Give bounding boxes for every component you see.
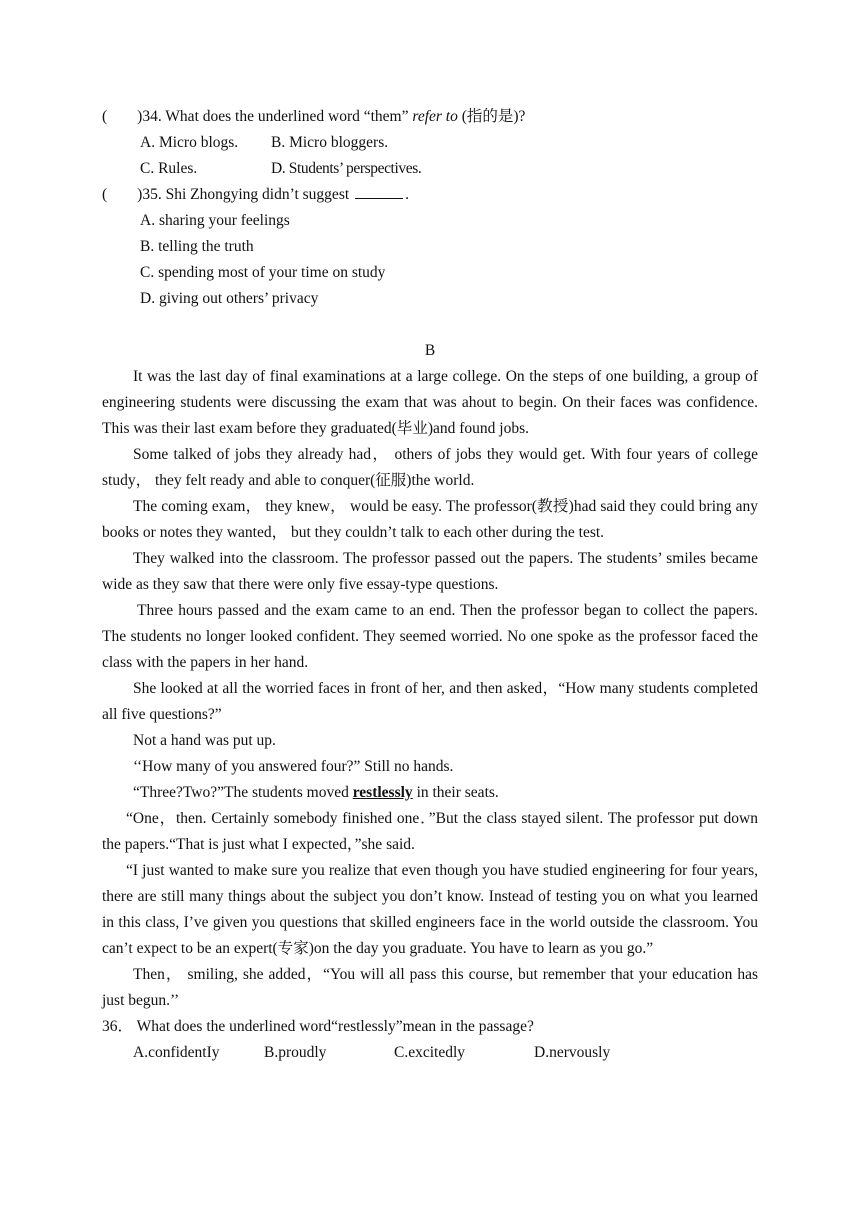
option-b: B. Micro bloggers. — [271, 134, 389, 151]
option-b: B.proudly — [264, 1044, 327, 1061]
passage-paragraph-6: She looked at all the worried faces in front of her, and then asked，“How many students completed all five questions?” — [102, 680, 758, 723]
passage-paragraph-12: Then， smiling, she added，“You will all pass this course, but remember that your education has just begun.’’ — [102, 966, 758, 1009]
option-a: A. Micro blogs. — [140, 134, 239, 151]
exam-content — [102, 104, 758, 1066]
passage-paragraph-9 — [102, 780, 758, 806]
answer-paren: ( — [102, 186, 108, 203]
question-35 — [102, 182, 758, 208]
question-34-italic: refer to — [412, 108, 458, 125]
option-b: B. telling the truth — [140, 238, 254, 255]
underlined-word: restlessly — [352, 784, 413, 801]
passage-paragraph-10: “One，then. Certainly somebody finished one．”But the class stayed silent. The professor put down the papers.“That is just what I expected，”she said. — [102, 810, 758, 853]
question-34-prefix: )34. What does the underlined word “them” — [137, 108, 413, 125]
option-a: A. sharing your feelings — [140, 212, 290, 229]
paragraph-9-before: “Three?Two?”The students moved — [133, 784, 353, 801]
option-a: A.confidentIy — [133, 1044, 220, 1061]
passage-paragraph-4: They walked into the classroom. The professor passed out the papers. The students’ smiles became wide as they saw that there were only five essay-type questions. — [102, 550, 758, 593]
answer-blank — [355, 184, 403, 199]
answer-paren: ( — [102, 108, 108, 125]
option-c: C. Rules. — [140, 160, 198, 177]
option-c: C.excitedly — [394, 1044, 466, 1061]
passage-paragraph-5: Three hours passed and the exam came to an end. Then the professor began to collect the papers. The students no longer looked confident. They seemed worried. No one spoke as the professor faced the class with the papers in her hand. — [102, 602, 758, 671]
question-36-options — [102, 1040, 758, 1066]
option-d: D. Students’ perspectives. — [271, 160, 422, 177]
question-35-suffix: . — [405, 186, 410, 203]
question-34-options-row-2 — [102, 156, 758, 182]
option-d: D.nervously — [534, 1044, 611, 1061]
question-34-suffix: (指的是)? — [457, 108, 526, 125]
passage-paragraph-7: Not a hand was put up. — [133, 732, 276, 749]
question-35-prefix: )35. Shi Zhongying didn’t suggest — [137, 186, 350, 203]
passage-paragraph-3: The coming exam， they knew， would be easy. The professor(教授)had said they could bring any books or notes they wanted， but they couldn’t talk to each other during the test. — [102, 498, 758, 541]
question-34 — [102, 104, 758, 130]
option-d: D. giving out others’ privacy — [140, 290, 319, 307]
option-c: C. spending most of your time on study — [140, 264, 386, 281]
question-34-options-row-1 — [102, 130, 758, 156]
passage-paragraph-11: “I just wanted to make sure you realize that even though you have studied engineering for four years, there are still many things about the subject you don’t know. Instead of testing you on what you learned in this class, I’ve given you questions that skilled engineers face in the world outside the classroom. You can’t expect to be an expert(专家)on the day you graduate. You have to learn as you go.” — [102, 862, 758, 957]
passage-paragraph-8: ‘‘How many of you answered four?” Still no hands. — [133, 758, 454, 775]
section-title: B — [424, 342, 436, 359]
paragraph-9-after: in their seats. — [412, 784, 499, 801]
passage-paragraph-1: It was the last day of final examinations at a large college. On the steps of one building, a group of engineering students were discussing the exam that was ahout to begin. On their faces was confidence. This was their last exam before they graduated(毕业)and found jobs. — [102, 368, 758, 437]
passage-paragraph-2: Some talked of jobs they already had， others of jobs they would get. With four years of college study， they felt ready and able to conquer(征服)the world. — [102, 446, 758, 489]
question-36: 36． What does the underlined word“restlessly”mean in the passage? — [102, 1018, 534, 1035]
